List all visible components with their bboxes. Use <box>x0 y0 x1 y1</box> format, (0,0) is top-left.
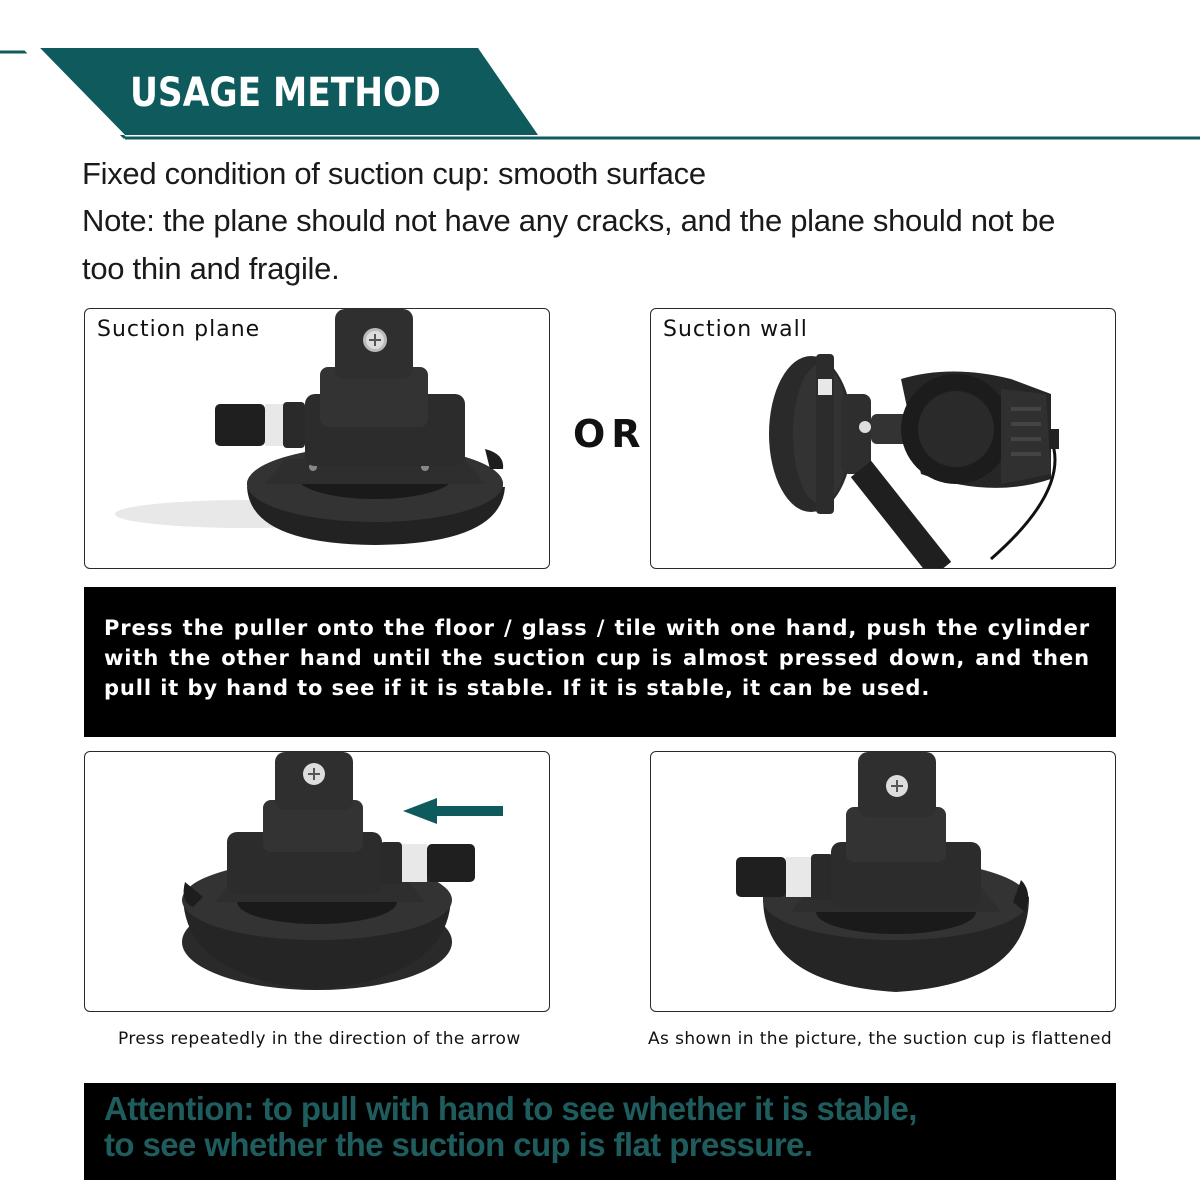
press-step-panel <box>84 751 550 1012</box>
suction-plane-panel <box>84 308 550 569</box>
arrow-left-icon <box>403 796 507 826</box>
suction-cup-press-image <box>85 752 550 1012</box>
intro-note-line1: Note: the plane should not have any cracks, and the plane should not be <box>82 203 1056 238</box>
attention-line1: Attention: to pull with hand to see whether it is stable, <box>104 1090 917 1127</box>
page-title: USAGE METHOD <box>130 70 441 116</box>
suction-cup-flattened-image <box>651 752 1116 1012</box>
attention-line2: to see whether the suction cup is flat pressure. <box>104 1126 813 1163</box>
caption-flattened: As shown in the picture, the suction cup is flattened <box>648 1029 1113 1049</box>
suction-plane-label: Suction plane <box>97 317 261 342</box>
or-separator: OR <box>573 412 647 456</box>
flattened-panel <box>650 751 1116 1012</box>
suction-cup-plane-image <box>85 309 550 569</box>
caption-press-direction: Press repeatedly in the direction of the arrow <box>118 1029 521 1049</box>
attention-box <box>84 1083 1116 1180</box>
intro-condition: Fixed condition of suction cup: smooth surface <box>82 156 706 191</box>
attention-text <box>104 1091 917 1163</box>
screw-icon <box>859 421 871 433</box>
instruction-text: Press the puller onto the floor / glass / tile with one hand, push the cylinder with the other hand until the suction cup is almost pressed down, and then pull it by hand to see if it is stable. If it is stable, it can be used. <box>104 616 1090 700</box>
suction-wall-label: Suction wall <box>663 317 808 342</box>
intro-note-line2: too thin and fragile. <box>82 251 340 286</box>
suction-wall-panel <box>650 308 1116 569</box>
instruction-box <box>84 587 1116 737</box>
suction-cup-wall-image <box>651 309 1116 569</box>
